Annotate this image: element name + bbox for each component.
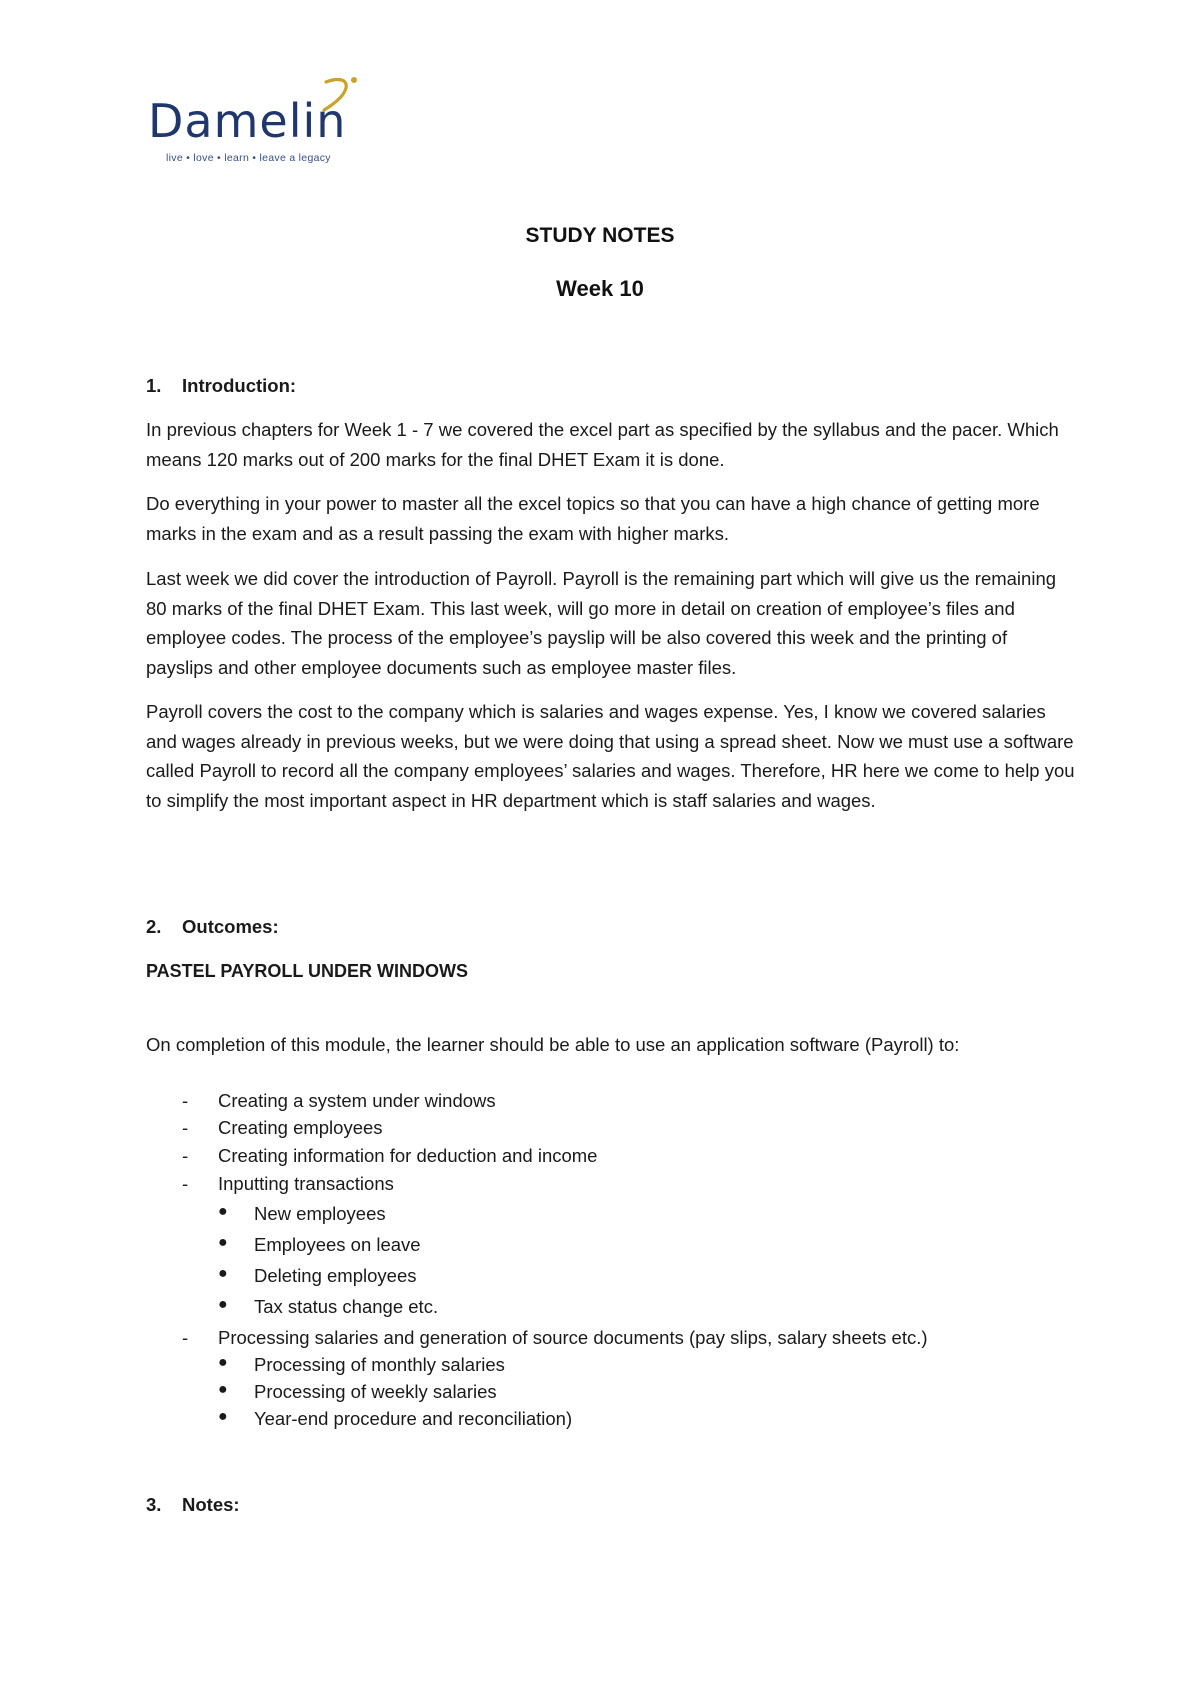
damelin-logo [148,76,398,168]
subheading: PASTEL PAYROLL UNDER WINDOWS [146,961,469,981]
section-number: 1. [146,375,162,396]
sub-list-item-text: Processing of monthly salaries [254,1354,505,1375]
section-title: Introduction: [182,375,297,396]
section-heading-introduction [146,371,1076,401]
sub-list-item-text: Tax status change etc. [254,1296,439,1317]
sub-list-item-text: Deleting employees [254,1265,417,1286]
dash-marker: - [182,1090,189,1111]
logo-wordmark: Damelin [148,94,347,148]
section-heading-notes [146,1490,1076,1520]
sub-list-item-text: Processing of weekly salaries [254,1381,497,1402]
dash-marker: - [182,1117,189,1138]
document-title: STUDY NOTES [525,224,675,247]
list-item-text: Inputting transactions [218,1173,394,1194]
sub-list-item-text: Employees on leave [254,1234,421,1255]
sub-list-item-text: Year-end procedure and reconciliation) [254,1408,573,1429]
dash-marker: - [182,1327,189,1348]
logo-tagline: live • love • learn • leave a legacy [166,152,331,164]
bullet-icon: ● [218,1408,228,1425]
paragraph: On completion of this module, the learner should be able to use an application software (Payroll) to: [146,1034,960,1055]
dash-marker: - [182,1145,189,1166]
list-item-text: Processing salaries and generation of source documents (pay slips, salary sheets etc.) [218,1327,928,1348]
dash-marker: - [182,1173,189,1194]
section-title: Outcomes: [182,916,279,937]
sub-list-item-text: New employees [254,1203,386,1224]
list-item-text: Creating information for deduction and income [218,1145,598,1166]
bullet-icon: ● [218,1265,228,1282]
bullet-icon: ● [218,1354,228,1371]
bullet-icon: ● [218,1234,228,1251]
section-number: 3. [146,1494,162,1515]
paragraph: Do everything in your power to master all the excel topics so that you can have a high chance of getting more marks in the exam and as a result passing the exam with higher marks. [146,493,1040,544]
document-subtitle: Week 10 [556,276,644,301]
list-item-text: Creating a system under windows [218,1090,496,1111]
bullet-icon: ● [218,1381,228,1398]
paragraph: In previous chapters for Week 1 - 7 we covered the excel part as specified by the syllabus and the pacer. Which means 120 marks out of 200 marks for the final DHET Exam it is done. [146,419,1059,470]
list-item-text: Creating employees [218,1117,383,1138]
section-title: Notes: [182,1494,240,1515]
section-number: 2. [146,916,162,937]
paragraph: Last week we did cover the introduction of Payroll. Payroll is the remaining part which will give us the remaining 80 marks of the final DHET Exam. This last week, will go more in detail on creation of employee’s files and employee codes. The process of the employee’s payslip will be also covered this week and the printing of payslips and other employee documents such as employee master files. [146,568,1057,678]
bullet-icon: ● [218,1203,228,1220]
bullet-icon: ● [218,1296,228,1313]
paragraph: Payroll covers the cost to the company which is salaries and wages expense. Yes, I know we covered salaries and wages already in previous weeks, but we were doing that using a spread sheet. Now we must use a software called Payroll to record all the company employees’ salaries and wages. Therefore, HR here we come to help you to simplify the most important aspect in HR department which is staff salaries and wages. [146,701,1075,811]
section-heading-outcomes [146,912,1076,942]
